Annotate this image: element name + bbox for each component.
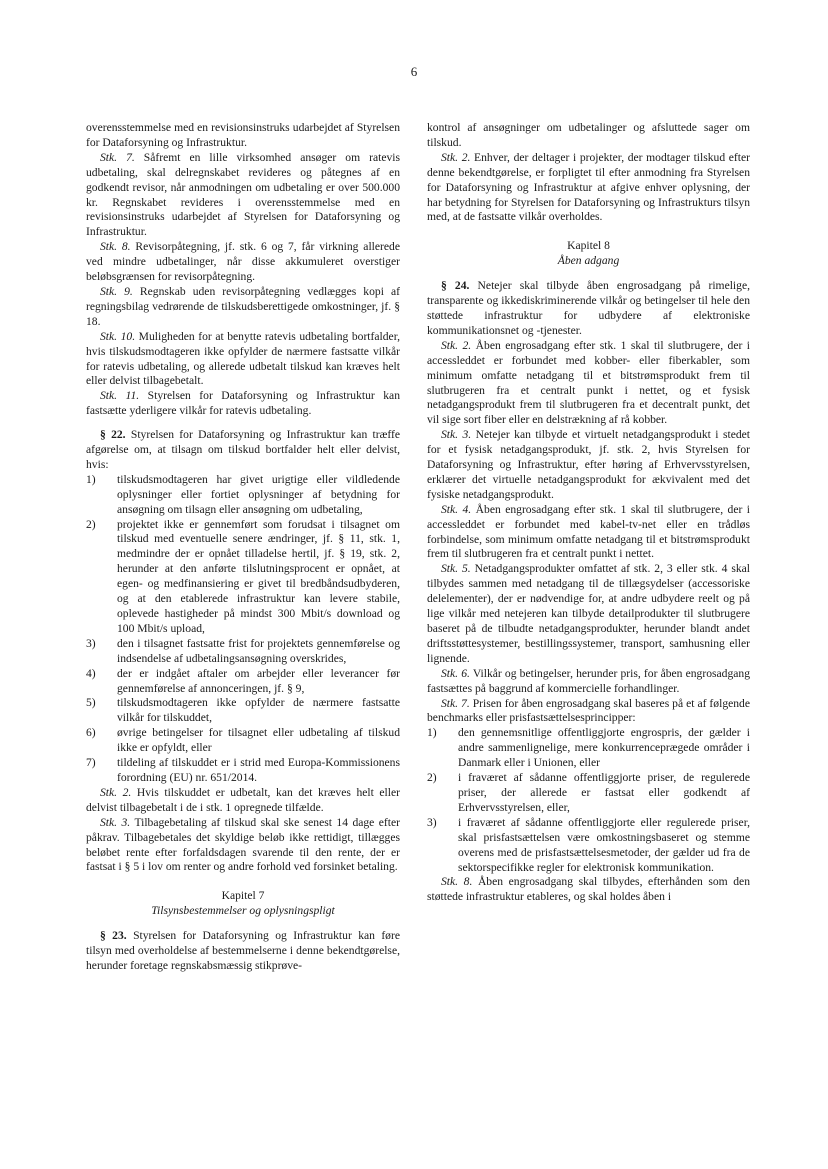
paragraph-text: Åben engrosadgang efter stk. 1 skal til slutbrugere, der i accessleddet er forbundet med kabel-tv-net eller en trådløs forbindelse, som minimum omfatte netadgang til et bitstrømsprodukt frem til slutbrugeren fra et centralt punkt i nettet. xyxy=(427,502,751,561)
list-number: 3) xyxy=(86,636,96,650)
paragraph-text: Enhver, der deltager i projekter, der modtager tilskud efter denne bekendtgørelse, er forpligtet til efter anmodning fra Styrelsen for Dataforsyning og Infrastruktur at afgive enhver oplysning, der har betydning for Styrelsen for Dataforsyning og Infrastrukturs tilsyn med, at de fastsatte vilkår overholdes. xyxy=(427,150,750,224)
list-item xyxy=(427,771,750,816)
list-text: tildeling af tilskuddet er i strid med Europa-Kommissionens forordning (EU) nr. 651/2014. xyxy=(117,756,400,784)
section-label: § 24. xyxy=(441,279,470,293)
stk-label: Stk. 2. xyxy=(441,338,472,352)
paragraph xyxy=(427,428,750,503)
paragraph-text: Netejer kan tilbyde et virtuelt netadgangsprodukt i stedet for et fysisk netadgangsprodukt, jf. stk. 2, hvis Styrelsen for Dataforsyning og Infrastruktur, efter høring af Erhvervsstyrelsen, erklærer det virtuelle netadgangsprodukt for ækvivalent med det fysiske netadgangsprodukt. xyxy=(427,428,750,501)
section-23 xyxy=(86,929,400,974)
paragraph xyxy=(86,285,400,330)
section-22 xyxy=(86,428,400,473)
list-number: 7) xyxy=(86,756,96,770)
paragraph xyxy=(86,151,400,240)
chapter-title: Tilsynsbestemmelser og oplysningspligt xyxy=(151,904,335,918)
paragraph xyxy=(427,151,750,226)
paragraph-text: Såfremt en lille virksomhed ansøger om ratevis udbetaling, skal delregnskabet revideres og påtegnes af en godkendt revisor, når anmodningen om udbetaling er over 500.000 kr. Regnskabet revideres i overensstemmelse med en revisionsinstruks udarbejdet af Styrelsen for Dataforsyning og Infrastruktur. xyxy=(86,150,400,239)
stk-label: Stk. 11. xyxy=(100,389,140,403)
list-text: den gennemsnitlige offentliggjorte engrospris, der gælder i andre sammenlignelige, mere konkurrenceprægede områder i Danmark eller i Unionen, eller xyxy=(458,726,750,770)
list-text: projektet ikke er gennemført som forudsat i tilsagnet om tilskud med eventuelle senere ændringer, jf. § 11, stk. 1, medmindre der er opnået tilladelse hertil, jf. § 19, stk. 2, herunder at den anførte tilslutningsprocent er opnået, at egen- og medfinansiering er givet til bredbåndsudbyderen, og at den etablerede infrastruktur kan levere stabile, oplevede hastigheder på mindst 300 Mbit/s download og 100 Mbit/s upload, xyxy=(117,517,400,635)
stk-label: Stk. 2. xyxy=(441,150,471,164)
paragraph xyxy=(427,697,750,727)
stk-label: Stk. 7. xyxy=(100,150,135,164)
s22-list xyxy=(86,473,400,786)
list-item xyxy=(86,637,400,667)
list-item xyxy=(427,816,750,876)
list-number: 1) xyxy=(86,472,96,486)
list-text: der er indgået aftaler om arbejder eller leverancer før gennemførelse af annonceringen, jf. § 9, xyxy=(117,666,400,695)
list-item xyxy=(86,473,400,518)
list-text: i fraværet af sådanne offentliggjorte eller regulerede priser, skal prisfastsættelsen være omkostningsbaseret og stemme overens med de prisfastsættelsesmetoder, der gælder ud fra de sektorspecifikke regler for elektronisk kommunikation. xyxy=(458,815,750,874)
stk-label: Stk. 5. xyxy=(441,562,471,576)
paragraph-text: Åben engrosadgang skal tilbydes, efterhånden som den støttede infrastruktur etableres, og skal holdes åben i xyxy=(427,875,750,904)
list-number: 2) xyxy=(427,771,437,785)
chapter-heading: Kapitel 8 xyxy=(567,239,610,253)
paragraph-text: Netadgangsprodukter omfattet af stk. 2, 3 eller stk. 4 skal tilbydes sammen med netadgang til de tillægsydelser (accessoriske delelementer), der er nødvendige for, at andre udbydere reelt og på lige vilkår med netejeren kan tilbyde detailprodukter til slutbrugere baseret på de tilbudte netadgangsprodukter, herunder blandt andet driftsstøttesystemer, bestillingssystemer, transport, samhusning eller lignende. xyxy=(427,562,750,665)
list-number: 6) xyxy=(86,726,96,740)
section-text: Styrelsen for Dataforsyning og Infrastruktur kan træffe afgørelse om, at tilsagn om tilskud bortfalder helt eller delvist, hvis: xyxy=(86,428,400,471)
stk-label: Stk. 6. xyxy=(441,666,470,680)
section-label: § 23. xyxy=(100,929,127,943)
paragraph xyxy=(427,667,750,697)
chapter-title: Åben adgang xyxy=(557,254,620,268)
paragraph xyxy=(86,240,400,285)
stk-label: Stk. 2. xyxy=(100,785,132,799)
left-column xyxy=(86,121,400,974)
stk-label: Stk. 8. xyxy=(441,875,473,889)
paragraph: overensstemmelse med en revisionsinstruks udarbejdet af Styrelsen for Dataforsyning og Infrastruktur. xyxy=(86,121,400,149)
chapter-heading: Kapitel 7 xyxy=(221,889,265,903)
page-number: 6 xyxy=(410,64,418,79)
paragraph-text: Regnskab uden revisorpåtegning vedlægges kopi af regningsbilag vedrørende de tilskudsberettigede omkostninger, jf. § 18. xyxy=(86,284,400,328)
list-text: den i tilsagnet fastsatte frist for projektets gennemførelse og indsendelse af udbetalingsansøgning overskrides, xyxy=(117,636,400,665)
list-text: i fraværet af sådanne offentliggjorte priser, de regulerede priser, der allerede er fastsat eller godkendt af Erhvervsstyrelsen, eller, xyxy=(458,771,750,814)
paragraph-text: Muligheden for at benytte ratevis udbetaling bortfalder, hvis tilskudsmodtageren ikke opfylder de nærmere fastsatte vilkår for ratevis udbetaling, og allerede udbetalt tilskud kan kræves helt eller delvist tilbagebetalt. xyxy=(86,329,400,388)
paragraph xyxy=(86,786,400,816)
paragraph xyxy=(427,562,750,666)
paragraph xyxy=(86,816,400,876)
stk-label: Stk. 3. xyxy=(441,428,472,442)
stk-label: Stk. 10. xyxy=(100,329,136,343)
paragraph xyxy=(427,503,750,563)
right-column xyxy=(427,121,750,905)
list-text: tilskudsmodtageren har givet urigtige eller vildledende oplysninger eller fortiet oplysninger af betydning for ansøgning om tilsagn eller ansøgning om udbetaling, xyxy=(117,472,400,516)
paragraph xyxy=(427,339,750,428)
list-number: 1) xyxy=(427,726,437,740)
section-text: Styrelsen for Dataforsyning og Infrastruktur kan føre tilsyn med overholdelse af bestemmelserne i denne bekendtgørelse, herunder foretage regnskabsmæssig stikprøve- xyxy=(86,929,400,972)
list-number: 3) xyxy=(427,815,437,829)
list-item xyxy=(86,726,400,756)
paragraph-text: Prisen for åben engrosadgang skal baseres på et af følgende benchmarks eller prisfastsættelsesprincipper: xyxy=(427,696,750,725)
paragraph: kontrol af ansøgninger om udbetalinger og afsluttede sager om tilskud. xyxy=(427,121,750,149)
section-text: Netejer skal tilbyde åben engrosadgang på rimelige, transparente og ikkediskriminerende vilkår og betingelser til hele den støttede infrastruktur for udbydere af elektroniske kommunikationsnet og -tjenester. xyxy=(427,279,750,337)
stk-label: Stk. 7. xyxy=(441,696,470,710)
list-number: 2) xyxy=(86,517,96,531)
paragraph-text: Hvis tilskuddet er udbetalt, kan det kræves helt eller delvist tilbagebetalt i de i stk. 1 opregnede tilfælde. xyxy=(86,785,400,814)
list-text: øvrige betingelser for tilsagnet eller udbetaling af tilskud ikke er opfyldt, eller xyxy=(117,726,400,755)
paragraph-text: Vilkår og betingelser, herunder pris, for åben engrosadgang fastsættes på baggrund af kommercielle forhandlinger. xyxy=(427,666,750,695)
list-number: 4) xyxy=(86,666,96,680)
list-item xyxy=(427,726,750,771)
paragraph-text: Tilbagebetaling af tilskud skal ske senest 14 dage efter påkrav. Tilbagebetales det skyldige beløb ikke rettidigt, tillægges beløbet rente efter forfaldsdagen svarende til den rente, der er fastsat i § 5 i lov om renter og andre forhold ved forsinket betaling. xyxy=(86,815,400,874)
stk-label: Stk. 3. xyxy=(100,815,131,829)
list-item xyxy=(86,667,400,697)
list-item xyxy=(86,696,400,726)
list-number: 5) xyxy=(86,696,96,710)
paragraph xyxy=(86,389,400,419)
paragraph-text: Styrelsen for Dataforsyning og Infrastruktur kan fastsætte yderligere vilkår for ratevis udbetaling. xyxy=(86,389,400,418)
paragraph-text: Åben engrosadgang efter stk. 1 skal til slutbrugere, der i accessleddet er forbundet med kobber- eller fiberkabler, som minimum omfatte netadgang til et bitstrømsprodukt frem til slutbrugeren fra et centralt punkt i nettet, og et fysisk netadgangsprodukt frem til slutbrugeren fra et decentralt punkt, det vil sige sort fiber eller en delstrækning af rå kobber. xyxy=(427,338,751,427)
section-label: § 22. xyxy=(100,428,126,442)
stk-label: Stk. 9. xyxy=(100,284,133,298)
stk-label: Stk. 8. xyxy=(100,240,131,254)
paragraph xyxy=(427,875,750,905)
section-24 xyxy=(427,279,750,339)
list-item xyxy=(86,518,400,637)
paragraph xyxy=(86,330,400,390)
stk7-list xyxy=(427,726,750,875)
list-text: tilskudsmodtageren ikke opfylder de nærmere fastsatte vilkår for tilskuddet, xyxy=(117,696,400,725)
stk-label: Stk. 4. xyxy=(441,502,472,516)
list-item xyxy=(86,756,400,786)
paragraph-text: Revisorpåtegning, jf. stk. 6 og 7, får virkning allerede ved mindre udbetalinger, når disse akkumuleret overstiger beløbsgrænsen for revisorpåtegning. xyxy=(86,240,400,284)
